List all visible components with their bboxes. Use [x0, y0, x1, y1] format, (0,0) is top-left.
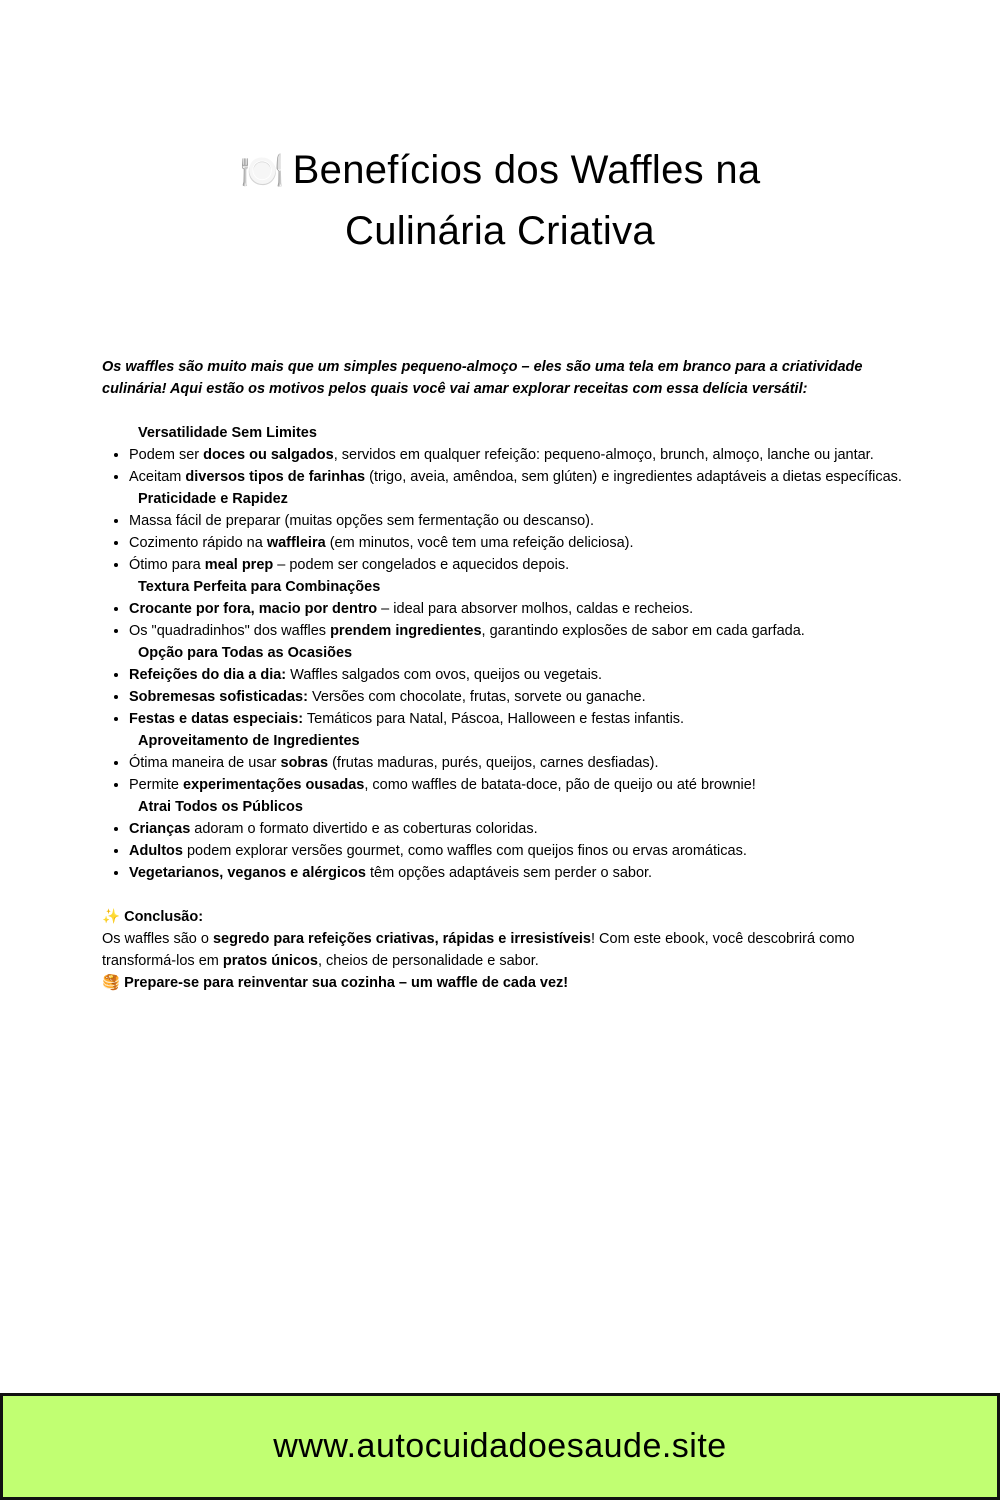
section-heading: Textura Perfeita para Combinações: [138, 579, 381, 595]
text: Versões com chocolate, frutas, sorvete ou ganache.: [307, 689, 646, 705]
text: , servidos em qualquer refeição: pequeno-almoço, brunch, almoço, lanche ou jantar.: [333, 447, 874, 463]
bold-text: Adultos: [129, 843, 183, 859]
list-item: [129, 466, 902, 488]
section-heading: Atrai Todos os Públicos: [138, 799, 303, 815]
text: adoram o formato divertido e as coberturas coloridas.: [190, 821, 538, 837]
text: Temáticos para Natal, Páscoa, Halloween e festas infantis.: [303, 711, 685, 727]
text: – podem ser congelados e aquecidos depois.: [273, 557, 570, 573]
call-to-action: Prepare-se para reinventar sua cozinha – um waffle de cada vez!: [124, 975, 569, 991]
list-item: [129, 708, 902, 730]
list-item: [129, 840, 902, 862]
website-footer: [0, 1393, 1000, 1500]
bold-text: waffleira: [266, 535, 326, 551]
title-line-2: Culinária Criativa: [345, 209, 655, 253]
bold-text: Vegetarianos, veganos e alérgicos: [129, 865, 366, 881]
text: Waffles salgados com ovos, queijos ou vegetais.: [286, 667, 603, 683]
bold-text: Crocante por fora, macio por dentro: [129, 601, 378, 617]
bold-text: Sobremesas sofisticadas:: [129, 689, 308, 705]
text: Aceitam: [129, 469, 186, 485]
bold-text: diversos tipos de farinhas: [185, 469, 366, 485]
text: Cozimento rápido na: [129, 535, 267, 551]
list-item: [129, 444, 902, 466]
text: , como waffles de batata-doce, pão de queijo ou até brownie!: [364, 777, 756, 793]
benefit-list: [102, 818, 902, 884]
bold-text: doces ou salgados: [203, 447, 334, 463]
bold-text: Crianças: [129, 821, 191, 837]
text: podem explorar versões gourmet, como waffles com queijos finos ou ervas aromáticas.: [182, 843, 747, 859]
sparkles-icon: ✨: [102, 909, 121, 925]
benefit-list: [102, 752, 902, 796]
text: Os waffles são o: [102, 931, 213, 947]
list-item: [129, 620, 902, 642]
text: (trigo, aveia, amêndoa, sem glúten) e ingredientes adaptáveis a dietas específicas.: [365, 469, 902, 485]
text: (em minutos, você tem uma refeição deliciosa).: [325, 535, 634, 551]
text: ! Com este ebook, você descobrirá como transformá-los em: [102, 931, 855, 969]
section-heading: Praticidade e Rapidez: [138, 491, 288, 507]
list-item: [129, 532, 902, 554]
bold-text: sobras: [280, 755, 329, 771]
text: Os "quadradinhos" dos waffles: [129, 623, 331, 639]
bold-text: Festas e datas especiais:: [129, 711, 304, 727]
benefit-list: [102, 510, 902, 576]
text: , garantindo explosões de sabor em cada garfada.: [481, 623, 805, 639]
benefit-list: [102, 598, 902, 642]
list-item: [129, 774, 902, 796]
conclusion-heading: Conclusão:: [124, 909, 204, 925]
title-line-1: Benefícios dos Waffles na: [292, 148, 761, 192]
benefit-list: [102, 444, 902, 488]
plate-cutlery-icon: 🍽️: [239, 150, 285, 191]
text: têm opções adaptáveis sem perder o sabor.: [365, 865, 653, 881]
bold-text: segredo para refeições criativas, rápidas e irresistíveis: [212, 931, 591, 947]
text: Ótima maneira de usar: [129, 755, 281, 771]
website-url[interactable]: www.autocuidadoesaude.site: [273, 1427, 727, 1465]
article-body: [102, 356, 902, 994]
list-item: [129, 510, 902, 532]
bold-text: meal prep: [204, 557, 274, 573]
list-item: [129, 752, 902, 774]
benefit-sections: [102, 422, 902, 884]
bold-text: Refeições do dia a dia:: [129, 667, 287, 683]
list-item: [129, 818, 902, 840]
list-item: [129, 554, 902, 576]
text: – ideal para absorver molhos, caldas e recheios.: [377, 601, 694, 617]
section-heading: Versatilidade Sem Limites: [138, 425, 317, 441]
bold-text: experimentações ousadas: [183, 777, 365, 793]
bold-text: pratos únicos: [222, 953, 318, 969]
benefit-list: [102, 664, 902, 730]
text: Podem ser: [129, 447, 204, 463]
text: Ótimo para: [129, 557, 205, 573]
page-title: [0, 140, 1000, 261]
bold-text: prendem ingredientes: [330, 623, 482, 639]
conclusion-text: [102, 928, 902, 972]
text: Permite: [129, 777, 183, 793]
text: Massa fácil de preparar (muitas opções sem fermentação ou descanso).: [129, 513, 595, 529]
intro-paragraph: Os waffles são muito mais que um simples pequeno-almoço – eles são uma tela em branco para a criatividade culinária! Aqui estão os motivos pelos quais você vai amar explorar receitas com essa delícia versátil:: [102, 359, 863, 397]
section-heading: Aproveitamento de Ingredientes: [138, 733, 360, 749]
text: (frutas maduras, purés, queijos, carnes desfiadas).: [328, 755, 659, 771]
section-heading: Opção para Todas as Ocasiões: [138, 645, 353, 661]
list-item: [129, 598, 902, 620]
list-item: [129, 862, 902, 884]
list-item: [129, 686, 902, 708]
pancakes-icon: 🥞: [102, 975, 121, 991]
list-item: [129, 664, 902, 686]
text: , cheios de personalidade e sabor.: [317, 953, 539, 969]
conclusion: [102, 906, 902, 994]
